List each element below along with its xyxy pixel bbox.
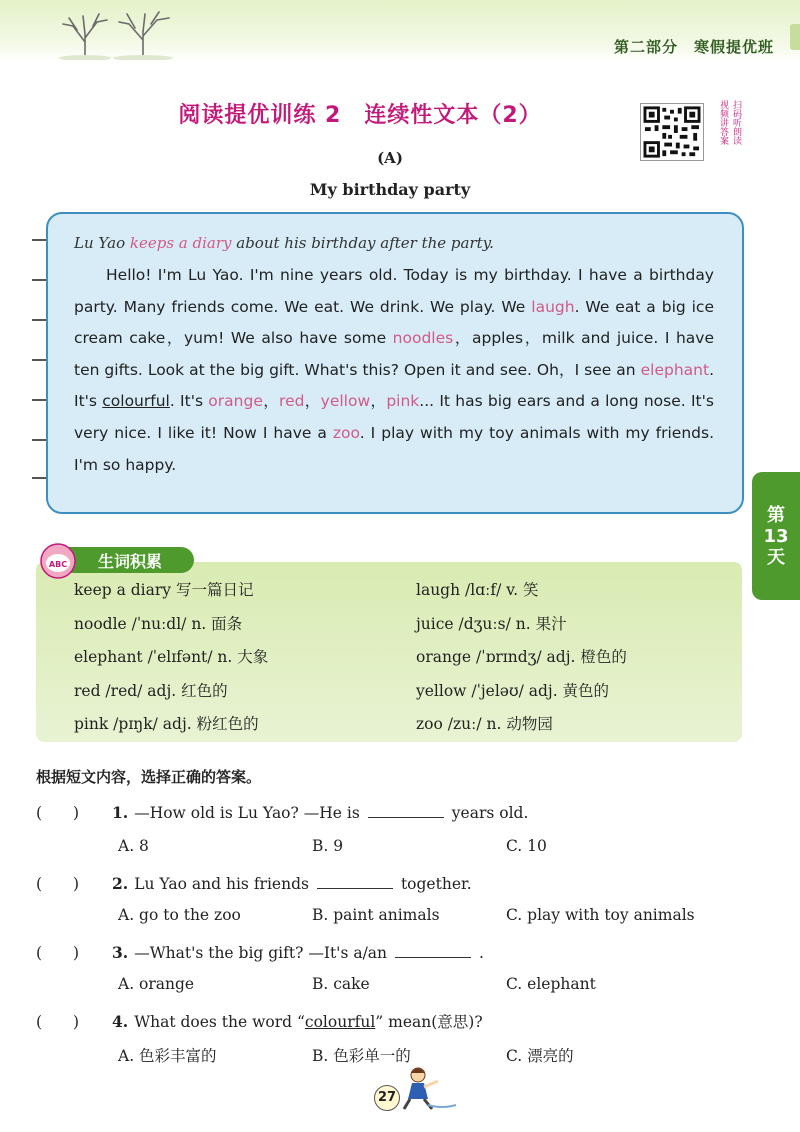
section-label: 第二部分 寒假提优班 xyxy=(613,38,774,56)
story-text xyxy=(74,260,714,481)
story-segment: . It's xyxy=(74,360,714,411)
vocab-item: pink /pɪŋk/ adj. 粉红色的 xyxy=(74,715,259,734)
underlined-word: colourful xyxy=(304,1013,376,1031)
option-a[interactable]: A. 色彩丰富的 xyxy=(118,1047,217,1065)
question-text-end: ” mean(意思)? xyxy=(375,1013,483,1031)
vocab-item: keep a diary 写一篇日记 xyxy=(74,581,254,599)
vocab-item: laugh /lɑːf/ v. 笑 xyxy=(416,581,539,599)
story-segment: . We eat a big ice cream cake，yum! We also have some xyxy=(74,297,714,348)
question-text: —How old is Lu Yao? —He is xyxy=(134,804,360,822)
question-1 xyxy=(36,801,528,823)
qr-note-video: 视频讲答案 xyxy=(718,100,728,145)
vocab-word-yellow: yellow xyxy=(320,392,371,411)
vocab-item: orange /ˈɒrɪndʒ/ adj. 橙色的 xyxy=(416,648,627,667)
question-number: 3. xyxy=(112,943,129,962)
intro-text-start: Lu Yao xyxy=(74,234,130,252)
day-tab-top: 第 xyxy=(767,504,785,526)
option-b[interactable]: B. paint animals xyxy=(312,906,440,924)
question-number: 1. xyxy=(112,803,129,822)
vocab-word-noodles: noodles xyxy=(392,329,454,348)
blank xyxy=(368,804,444,818)
vocab-word-elephant: elephant xyxy=(640,360,710,379)
question-text-end: years old. xyxy=(451,804,529,822)
question-number: 2. xyxy=(112,874,129,893)
option-a[interactable]: A. 8 xyxy=(118,837,149,855)
vocab-word-red: red xyxy=(279,392,305,411)
underlined-word-colourful: colourful xyxy=(102,392,170,411)
story-title: My birthday party xyxy=(309,180,471,199)
vocab-item: elephant /ˈelɪfənt/ n. 大象 xyxy=(74,648,269,667)
exercise-instruction: 根据短文内容，选择正确的答案。 xyxy=(36,768,262,786)
option-b[interactable]: B. 9 xyxy=(312,837,344,855)
vocab-item: noodle /ˈnuːdl/ n. 面条 xyxy=(74,614,243,633)
vocab-banner xyxy=(38,543,198,577)
option-b[interactable]: B. cake xyxy=(312,975,370,993)
story-segment: ，apples，milk and juice. I have ten gifts. Look at the big gift. What's this? Open it and see. Oh，I see an xyxy=(74,329,714,379)
question-4 xyxy=(36,1010,483,1032)
question-text-end: . xyxy=(479,944,484,962)
answer-slot[interactable]: ( ) xyxy=(36,944,80,962)
story-box xyxy=(46,212,744,514)
intro-text-end: about his birthday after the party. xyxy=(231,234,494,252)
edge-tab xyxy=(790,24,800,50)
question-2 xyxy=(36,872,472,894)
question-number: 4. xyxy=(112,1012,129,1031)
question-text: What does the word “ xyxy=(134,1013,305,1031)
answer-slot[interactable]: ( ) xyxy=(36,804,80,822)
day-tab-number: 13 xyxy=(763,525,789,547)
question-text-end: together. xyxy=(400,875,472,893)
vocab-word-zoo: zoo xyxy=(332,423,360,442)
story-intro xyxy=(74,228,714,258)
option-c[interactable]: C. 漂亮的 xyxy=(506,1047,574,1065)
vocab-list xyxy=(74,574,734,742)
page-number: 27 xyxy=(374,1085,400,1111)
blank xyxy=(395,944,471,958)
story-segment: . It's xyxy=(169,392,209,411)
vocab-word-pink: pink xyxy=(386,392,420,411)
vocab-word-laugh: laugh xyxy=(531,297,575,316)
piggy-bank-icon xyxy=(38,543,78,579)
option-c[interactable]: C. elephant xyxy=(506,975,596,993)
story-segment: ， xyxy=(262,392,280,411)
vocab-word-orange: orange xyxy=(208,392,263,411)
story-segment: Hello! I'm Lu Yao. I'm nine years old. Today is my birthday. I have a birthday party. Many friends come. We eat. We drink. We play. We xyxy=(74,266,714,316)
piggy-bank-label: ABC xyxy=(48,560,68,569)
answer-slot[interactable]: ( ) xyxy=(36,875,80,893)
part-label: (A) xyxy=(377,149,403,167)
qr-note-listen: 扫码听朗读 xyxy=(731,100,741,145)
blank xyxy=(317,875,393,889)
vocab-item: red /red/ adj. 红色的 xyxy=(74,681,228,700)
story-segment: ， xyxy=(370,392,387,411)
option-c[interactable]: C. 10 xyxy=(506,837,547,855)
trees-illustration xyxy=(55,8,185,60)
runner-mascot-icon xyxy=(398,1065,458,1115)
option-b[interactable]: B. 色彩单一的 xyxy=(312,1047,411,1065)
vocab-item: juice /dʒuːs/ n. 果汁 xyxy=(416,614,567,633)
story-segment: . I play with my toy animals with my friends. I'm so happy. xyxy=(74,423,714,474)
option-a[interactable]: A. orange xyxy=(118,975,195,993)
intro-highlight: keeps a diary xyxy=(129,234,232,252)
option-c[interactable]: C. play with toy animals xyxy=(506,906,695,924)
question-3 xyxy=(36,941,484,963)
question-text: Lu Yao and his friends xyxy=(134,875,309,893)
story-segment: ， xyxy=(304,392,321,411)
day-tab[interactable] xyxy=(752,472,800,600)
vocab-title: 生词积累 xyxy=(98,552,163,571)
vocab-item: yellow /ˈjeləʊ/ adj. 黄色的 xyxy=(416,681,610,700)
vocab-item: zoo /zuː/ n. 动物园 xyxy=(416,715,553,734)
day-tab-bottom: 天 xyxy=(767,546,785,568)
lesson-title: 阅读提优训练 2 连续性文本（2） xyxy=(178,103,542,128)
answer-slot[interactable]: ( ) xyxy=(36,1013,80,1031)
story-segment: ... It has big ears and a long nose. It's very nice. I like it! Now I have a xyxy=(74,392,714,442)
option-a[interactable]: A. go to the zoo xyxy=(118,906,241,924)
question-text: —What's the big gift? —It's a/an xyxy=(134,944,388,962)
